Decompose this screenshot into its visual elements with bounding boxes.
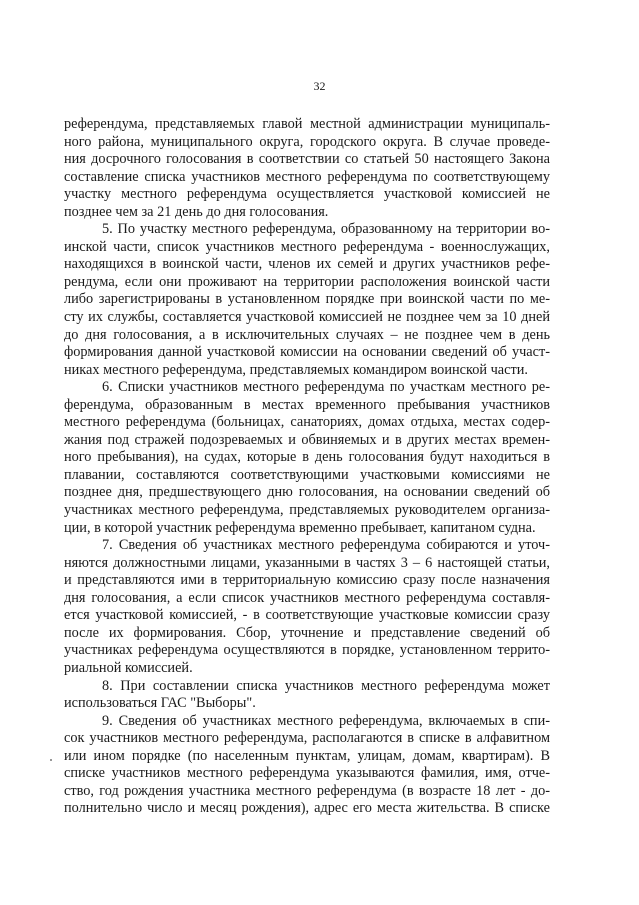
text-line: использоваться ГАС "Выборы". [64, 695, 256, 712]
text-line: либо зарегистрированы в установленном порядке при воинской части по ме- [64, 291, 550, 308]
text-line: ферендума, образованным в местах временного пребывания участников [64, 396, 550, 413]
text-line: ется участковой комиссией, - в соответствующие участковые комиссии сразу [64, 607, 550, 624]
text-line: няются должностными лицами, указанными в частях 3 – 6 настоящей статьи, [64, 554, 550, 571]
text-line: позднее дня, предшествующего дню голосования, на основании сведений об [64, 484, 550, 501]
text-line: сту их службы, составляется участковой комиссией не позднее чем за 10 дней [64, 309, 550, 326]
text-line: формирования данной участковой комиссии на основании сведений об участ- [64, 344, 550, 361]
document-body [64, 116, 550, 818]
paragraph-first-line: 7. Сведения об участниках местного референдума собираются и уточ- [102, 537, 550, 554]
text-line: риальной комиссией. [64, 659, 193, 676]
text-line: ного пребывания), на судах, которые в день голосования будут находиться в [64, 449, 550, 466]
text-line: списке участников местного референдума указываются фамилия, имя, отче- [64, 765, 550, 782]
text-line: жания под стражей подозреваемых и обвиняемых и в других местах времен- [64, 431, 550, 448]
page-number: 32 [313, 79, 326, 93]
scan-speck [50, 759, 52, 761]
text-line: или ином порядке (по населенным пунктам, улицам, домам, квартирам). В [64, 747, 550, 764]
text-line: до дня голосования, а в исключительных случаях – не позднее чем в день [64, 326, 550, 343]
text-line: участку местного референдума осуществляется участковой комиссией не [64, 186, 550, 203]
text-line: участниках референдума осуществляются в порядке, установленном террито- [64, 642, 550, 659]
text-line: плавании, составляются соответствующими участковыми комиссиями не [64, 466, 550, 483]
text-line: никах местного референдума, представляемых командиром воинской части. [64, 361, 528, 378]
text-line: ции, в которой участник референдума временно пребывает, капитаном судна. [64, 519, 536, 536]
text-line: местного референдума (больницах, санаториях, домах отдыха, местах содер- [64, 414, 550, 431]
text-line: ния досрочного голосования в соответствии со статьей 50 настоящего Закона [64, 151, 550, 168]
text-line: и представляются ими в территориальную комиссию сразу после назначения [64, 572, 550, 589]
text-line: референдума, представляемых главой местной администрации муниципаль- [64, 116, 550, 132]
text-line: позднее чем за 21 день до дня голосования. [64, 203, 329, 220]
text-line: ство, год рождения участника местного референдума (в возрасте 18 лет - до- [64, 782, 550, 799]
paragraph-first-line: 8. При составлении списка участников местного референдума может [102, 677, 550, 694]
text-line: полнительно число и месяц рождения), адрес его места жительства. В списке [64, 800, 550, 817]
text-line: инской части, список участников местного референдума - военнослужащих, [64, 238, 550, 255]
text-line: находящихся в воинской части, членов их семей и других участников рефе- [64, 256, 550, 273]
paragraph-first-line: 6. Списки участников местного референдума по участкам местного ре- [102, 379, 550, 396]
text-line: составление списка участников местного референдума по соответствующему [64, 168, 550, 185]
text-line: дня голосования, а если список участников местного референдума составля- [64, 589, 550, 606]
text-line: рендума, если они проживают на территории расположения воинской части [64, 273, 550, 290]
paragraph-first-line: 5. По участку местного референдума, образованному на территории во- [102, 221, 550, 238]
text-line: сок участников местного референдума, располагаются в списке в алфавитном [64, 730, 550, 747]
text-line: после их формирования. Сбор, уточнение и представление сведений об [64, 624, 550, 641]
paragraph-first-line: 9. Сведения об участниках местного референдума, включаемых в спи- [102, 712, 550, 729]
text-line: ного района, муниципального округа, городского округа. В случае проведе- [64, 133, 550, 150]
text-line: участниках местного референдума, представляемых руководителем организа- [64, 502, 550, 519]
